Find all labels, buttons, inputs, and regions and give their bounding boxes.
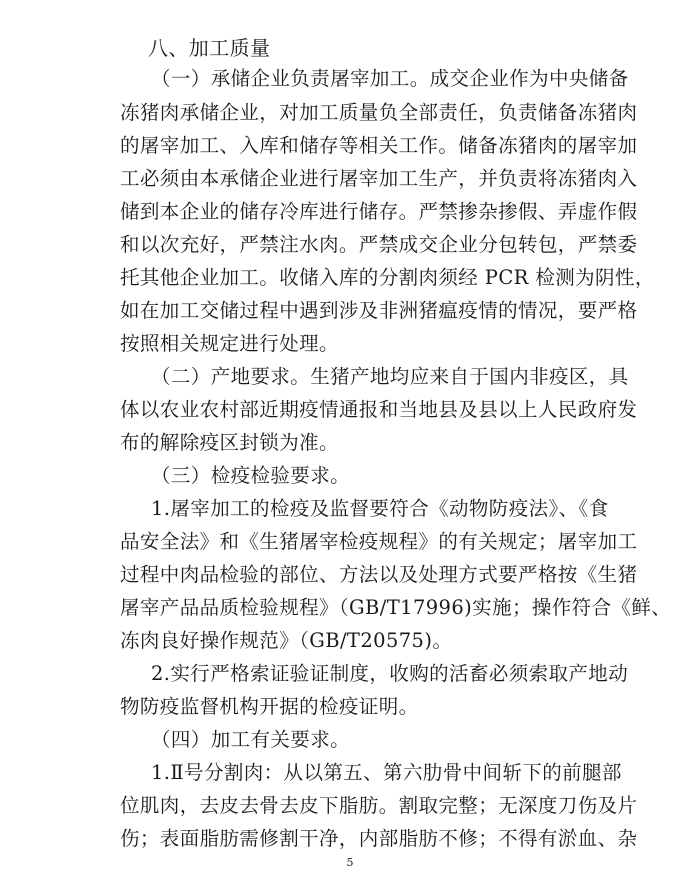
paragraph-line: 位肌肉，去皮去骨去皮下脂肪。割取完整；无深度刀伤及片 [120, 794, 638, 817]
paragraph-line: 伤；表面脂肪需修割干净，内部脂肪不修；不得有淤血、杂 [120, 827, 638, 850]
paragraph-line: 冻肉良好操作规范》（GB/T20575)。 [120, 629, 453, 652]
section-heading: 八、加工质量 [148, 36, 271, 60]
paragraph-line: 的屠宰加工、入库和储存等相关工作。储备冻猪肉的屠宰加 [120, 134, 638, 157]
paragraph-line: （一）承储企业负责屠宰加工。成交企业作为中央储备 [151, 67, 629, 90]
subsection-heading: （三）检疫检验要求。 [151, 464, 351, 487]
paragraph-line: 和以次充好，严禁注水肉。严禁成交企业分包转包，严禁委 [120, 233, 638, 256]
page-number: 5 [346, 856, 354, 869]
paragraph-line: （二）产地要求。生猪产地均应来自于国内非疫区，具 [151, 365, 629, 388]
paragraph-line: 工必须由本承储企业进行屠宰加工生产，并负责将冻猪肉入 [120, 167, 638, 190]
paragraph-line: 按照相关规定进行处理。 [120, 332, 339, 355]
paragraph-line: 物防疫监督机构开据的检疫证明。 [120, 695, 419, 718]
paragraph-line: 过程中肉品检验的部位、方法以及处理方式要严格按《生猪 [120, 563, 638, 586]
subsection-heading: （四）加工有关要求。 [151, 728, 351, 751]
paragraph-line: 冻猪肉承储企业，对加工质量负全部责任，负责储备冻猪肉 [120, 101, 638, 124]
paragraph-line: 屠宰产品品质检验规程》（GB/T17996)实施；操作符合《鲜、 [120, 596, 672, 619]
paragraph-line: 品安全法》和《生猪屠宰检疫规程》的有关规定；屠宰加工 [120, 530, 638, 553]
paragraph-line: 1.Ⅱ号分割肉：从以第五、第六肋骨中间斩下的前腿部 [151, 761, 622, 784]
paragraph-line: 如在加工交储过程中遇到涉及非洲猪瘟疫情的情况，要严格 [120, 299, 638, 322]
paragraph-line: 托其他企业加工。收储入库的分割肉须经 PCR 检测为阴性， [120, 266, 655, 289]
paragraph-line: 2.实行严格索证验证制度，收购的活畜必须索取产地动 [151, 662, 629, 685]
paragraph-line: 储到本企业的储存冷库进行储存。严禁掺杂掺假、弄虚作假 [120, 200, 638, 223]
paragraph-line: 1.屠宰加工的检疫及监督要符合《动物防疫法》、《食 [151, 497, 609, 520]
paragraph-line: 体以农业农村部近期疫情通报和当地县及县以上人民政府发 [120, 398, 638, 421]
paragraph-line: 布的解除疫区封锁为准。 [120, 431, 339, 454]
